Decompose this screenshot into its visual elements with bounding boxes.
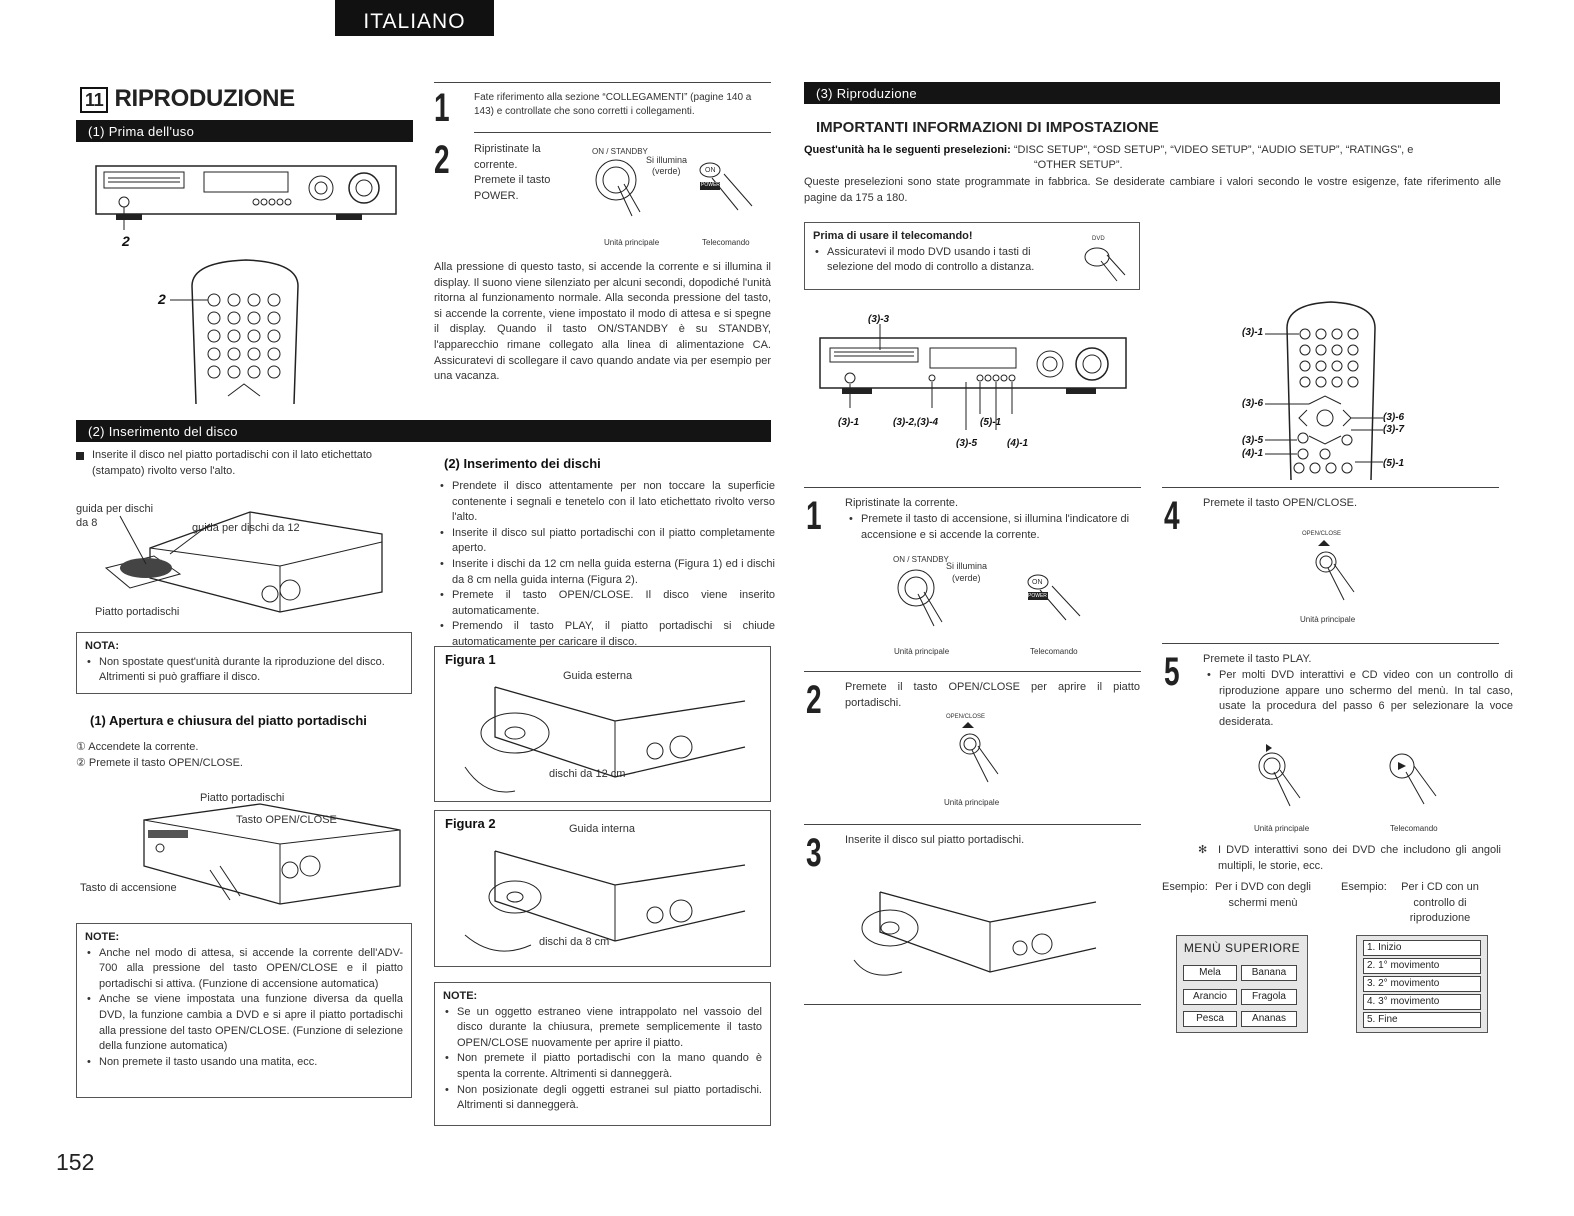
menu-item[interactable]: Ananas bbox=[1241, 1011, 1297, 1027]
step-num-r5: 5 bbox=[1164, 650, 1180, 694]
remote-ref-illustration bbox=[1285, 300, 1379, 482]
inserimento-intro: Inserite il disco nel piatto portadischi con il lato etichettato (stampato) rivolto verso l'alto. bbox=[92, 449, 373, 477]
ref-unit: (4)-1 bbox=[1007, 438, 1029, 449]
step-text-2-mid bbox=[474, 142, 574, 204]
list-item: • Premete il tasto di accensione, si illumina l'indicatore di accensione e si accende la corrente. bbox=[861, 512, 1155, 543]
apertura-item-1: ① Accendete la corrente. bbox=[76, 741, 199, 753]
note-title-left: NOTE: bbox=[85, 931, 120, 943]
s2-line-1: Ripristinate la bbox=[474, 143, 541, 155]
menu-item[interactable]: Banana bbox=[1241, 965, 1297, 981]
fig-tasto-acc-label: Tasto di accensione bbox=[80, 882, 177, 894]
nota-item: • Non spostate quest'unità durante la riproduzione del disco. Altrimenti si può graffiare il disco. bbox=[99, 655, 403, 686]
figura2-title: Figura 2 bbox=[445, 816, 496, 831]
si-illumina-label: Si illumina bbox=[646, 155, 688, 165]
menu-item[interactable]: Pesca bbox=[1183, 1011, 1237, 1027]
apertura-item-2: ② Premete il tasto OPEN/CLOSE. bbox=[76, 756, 243, 769]
tray-open-illustration bbox=[100, 508, 400, 618]
r1-si-illumina: Si illumina bbox=[946, 561, 988, 571]
ref-unit: (3)-1 bbox=[838, 417, 860, 428]
rule-r6 bbox=[1162, 643, 1499, 644]
label-2-unit: 2 bbox=[122, 233, 130, 249]
ref-unit: (5)-1 bbox=[980, 417, 1002, 428]
rule-r3 bbox=[804, 824, 1141, 825]
piatto-label: Piatto portadischi bbox=[95, 606, 180, 618]
rule-r5 bbox=[1162, 487, 1499, 488]
playback-control-menu bbox=[1356, 935, 1488, 1033]
r1-tele: Telecomando bbox=[1030, 647, 1078, 656]
note-item: • Anche nel modo di attesa, si accende la corrente dell'ADV-700 alla pressione del tasto OPEN/CLOSE e il piatto portadischi si attiva. (Funzione di accensione automatica) bbox=[99, 946, 403, 993]
step-num-1-mid: 1 bbox=[434, 86, 450, 130]
asterisk-icon: ✻ bbox=[1198, 844, 1208, 856]
r5-play-unit-illustration bbox=[1256, 742, 1326, 816]
inserimento-dischi-title: (2) Inserimento dei dischi bbox=[444, 456, 601, 471]
menu-item[interactable]: Arancio bbox=[1183, 989, 1237, 1005]
step2-paragraph: Alla pressione di questo tasto, si accende la corrente e si illumina il display. Il suono viene silenziato per alcuni secondi, dopodiché l'unità ritorna al funzionamento normale. Alla seconda pressione del tasto, si accende la corrente, viene impostato il modo di attesa e si spegne il display. Quando il tasto ON/STANDBY è su STANDBY, l'apparecchio rimane collegato alla linea di alimentazione CA. Assicuratevi di scollegare il cavo quando andate via per esempio per una vacanza. bbox=[434, 261, 771, 383]
fig-piatto-label: Piatto portadischi bbox=[200, 792, 285, 804]
ref-remote: (3)-1 bbox=[1242, 327, 1264, 338]
esempio1-line: Per i DVD con degli bbox=[1215, 881, 1311, 893]
rule-mid-1 bbox=[434, 82, 771, 83]
list-item: • Premete il tasto OPEN/CLOSE. Il disco viene inserito automaticamente. bbox=[452, 588, 775, 619]
bar-prima-uso: (1) Prima dell'uso bbox=[76, 120, 413, 142]
remote-illustration bbox=[190, 256, 302, 406]
r3-disc-illustration bbox=[850, 872, 1100, 982]
figura1-title: Figura 1 bbox=[445, 652, 496, 667]
esempio2-text bbox=[1380, 880, 1500, 927]
step-text-r2: Premete il tasto OPEN/CLOSE per aprire il piatto portadischi. bbox=[845, 681, 1140, 709]
list-item: • Inserite il disco sul piatto portadischi con il piatto completamente aperto. bbox=[452, 526, 775, 557]
ref-remote: (3)-6 bbox=[1242, 398, 1264, 409]
list-item: • Prendete il disco attentamente per non toccare la superficie contenente i segnali e tenetelo con il lato etichettato rivolto verso l'alto. bbox=[452, 479, 775, 526]
preselezioni-text: “DISC SETUP”, “OSD SETUP”, “VIDEO SETUP”, “AUDIO SETUP”, “RATINGS”, e bbox=[1013, 144, 1414, 156]
note-box-mid bbox=[434, 982, 771, 1126]
preselezioni bbox=[804, 143, 1501, 158]
r1-on-btn: ON bbox=[1032, 579, 1043, 586]
apertura-title: (1) Apertura e chiusura del piatto portadischi bbox=[90, 713, 367, 728]
figura1-label-dischi: dischi da 12 cm bbox=[549, 768, 626, 780]
step-text-1-mid: Fate riferimento alla sezione “COLLEGAMENTI” (pagine 140 a 143) e controllate che sono corretti i collegamenti. bbox=[474, 92, 752, 118]
figura2-illustration bbox=[455, 841, 755, 961]
note-item: • Se un oggetto estraneo viene intrappolato nel vassoio del disco durante la chiusura, premete semplicemente il tasto OPEN/CLOSE nuovamente per aprire il piatto. bbox=[457, 1005, 762, 1052]
list-item: • Premendo il tasto PLAY, il piatto portadischi si chiude automaticamente per caricare il disco. bbox=[452, 619, 775, 650]
section-title bbox=[80, 82, 295, 116]
square-bullet bbox=[76, 452, 84, 460]
guida12-label: guida per dischi da 12 bbox=[192, 522, 300, 534]
menu-title: MENÙ SUPERIORE bbox=[1183, 941, 1301, 955]
inserimento-dischi-list bbox=[434, 479, 775, 651]
esempio1-text bbox=[1203, 880, 1323, 911]
section-number: 11 bbox=[80, 87, 108, 113]
r1-power-btn: POWER bbox=[1028, 593, 1047, 599]
preselezioni-bold: Quest'unità ha le seguenti preselezioni: bbox=[804, 144, 1011, 156]
unit-front-ref-illustration bbox=[820, 334, 1130, 416]
figura2-box bbox=[434, 810, 771, 967]
fig-tasto-oc-label: Tasto OPEN/CLOSE bbox=[236, 814, 337, 826]
esempio2-label: Esempio: bbox=[1341, 881, 1387, 893]
preselezioni-para: Queste preselezioni sono state programmate in fabbrica. Se desiderate cambiare i valori secondo le vostre esigenze, fate riferimento alle pagine da 175 a 180. bbox=[804, 176, 1501, 204]
guida8-line-2: da 8 bbox=[76, 517, 98, 530]
note-item: • Non premete il piatto portadischi con la mano quando è spenta la corrente. Altrimenti si danneggerà. bbox=[457, 1051, 762, 1082]
language-tab: ITALIANO bbox=[335, 0, 494, 36]
step-text-r5: Premete il tasto PLAY. bbox=[1203, 653, 1312, 665]
on-standby-label: ON / STANDBY bbox=[592, 147, 648, 156]
ref-remote: (3)-6 bbox=[1383, 412, 1405, 423]
nota-title: NOTA: bbox=[85, 640, 120, 652]
esempio1-line: schermi menù bbox=[1228, 896, 1298, 909]
step-num-r4: 4 bbox=[1164, 494, 1180, 538]
note-box-left bbox=[76, 923, 412, 1098]
bar-inserimento: (2) Inserimento del disco bbox=[76, 420, 771, 442]
note-item: • Non posizionate degli oggetti estranei sul piatto portadischi. Altrimenti si danneggerà. bbox=[457, 1083, 762, 1114]
apertura-list bbox=[76, 740, 243, 771]
unit-oc-illustration bbox=[140, 800, 420, 910]
ref-remote: (4)-1 bbox=[1242, 448, 1264, 459]
riproduzione-heading: IMPORTANTI INFORMAZIONI DI IMPOSTAZIONE bbox=[816, 119, 1159, 136]
telecomando-label-mid: Telecomando bbox=[702, 238, 750, 247]
chapter-item[interactable]: 1. Inizio bbox=[1363, 940, 1481, 956]
figura1-label-guida: Guida esterna bbox=[563, 670, 633, 682]
s2-line-2: corrente. bbox=[474, 158, 518, 171]
step-list-r1 bbox=[847, 512, 1155, 543]
unita-label-mid: Unità principale bbox=[604, 238, 660, 247]
figura2-label-dischi: dischi da 8 cm bbox=[539, 936, 610, 948]
preselezioni-text2: “OTHER SETUP”. bbox=[1034, 159, 1123, 171]
ref-unit: (3)-3 bbox=[868, 314, 890, 325]
dvd-button-label: DVD bbox=[1092, 236, 1105, 242]
rule-r1 bbox=[804, 487, 1141, 488]
r5-play-remote-illustration bbox=[1388, 750, 1458, 814]
ref-remote: (5)-1 bbox=[1383, 458, 1405, 469]
r4-open-close: OPEN/CLOSE bbox=[1302, 531, 1342, 537]
rule-r4 bbox=[804, 1004, 1141, 1005]
r1-verde: (verde) bbox=[952, 573, 981, 583]
ref-remote: (3)-7 bbox=[1383, 424, 1405, 435]
ref-unit: (3)-5 bbox=[956, 438, 978, 449]
r2-unita: Unità principale bbox=[944, 798, 1000, 807]
step-num-r1: 1 bbox=[806, 494, 822, 538]
star-note-text: I DVD interattivi sono dei DVD che includono gli angoli multipli, le storie, ecc. bbox=[1218, 844, 1501, 872]
esempio1-label: Esempio: bbox=[1162, 881, 1208, 893]
step-num-r2: 2 bbox=[806, 678, 822, 722]
r5-unita: Unità principale bbox=[1254, 824, 1310, 833]
on-btn-label: ON bbox=[705, 167, 716, 174]
unit-front-illustration bbox=[96, 158, 406, 228]
r2-open-close: OPEN/CLOSE bbox=[946, 714, 986, 720]
list-item: • Inserite i dischi da 12 cm nella guida esterna (Figura 1) ed i dischi da 8 cm nella guida interna (Figura 2). bbox=[452, 557, 775, 588]
esempio2-line: controllo di bbox=[1413, 896, 1467, 909]
esempio2-line: Per i CD con un bbox=[1401, 881, 1479, 893]
note-item: • Non premete il tasto usando una matita, ecc. bbox=[99, 1055, 403, 1071]
step-text-r3: Inserite il disco sul piatto portadischi. bbox=[845, 834, 1025, 846]
page-number: 152 bbox=[56, 1149, 95, 1175]
r1-unita: Unità principale bbox=[894, 647, 950, 656]
step-text-r4: Premete il tasto OPEN/CLOSE. bbox=[1203, 497, 1358, 509]
remote-notice-item: • Assicuratevi il modo DVD usando i tasti di selezione del modo di controllo a distanza. bbox=[827, 245, 1071, 276]
power-btn-label: POWER bbox=[701, 182, 720, 188]
guida8-line-1: guida per dischi bbox=[76, 503, 154, 515]
star-note bbox=[1198, 843, 1501, 874]
menu-superiore bbox=[1176, 935, 1308, 1033]
remote-notice-title: Prima di usare il telecomando! bbox=[813, 230, 973, 242]
rule-mid-2 bbox=[474, 132, 771, 133]
r5-tele: Telecomando bbox=[1390, 824, 1438, 833]
s2-line-4: POWER. bbox=[474, 189, 519, 202]
figura1-box bbox=[434, 646, 771, 802]
chapter-item[interactable]: 4. 3° movimento bbox=[1363, 994, 1481, 1010]
nota-box bbox=[76, 632, 412, 694]
verde-label: (verde) bbox=[652, 166, 681, 176]
menu-item[interactable]: Fragola bbox=[1241, 989, 1297, 1005]
chapter-item[interactable]: 2. 1° movimento bbox=[1363, 958, 1481, 974]
list-item: • Per molti DVD interattivi e CD video con un controllo di riproduzione appare uno schermo del menù. In tal caso, usate la procedura del passo 6 per selezionare la voce desiderata. bbox=[1219, 668, 1513, 730]
dvd-button-illustration bbox=[1083, 235, 1133, 287]
s2-line-3: Premete il tasto bbox=[474, 174, 551, 187]
r1-on-standby: ON / STANDBY bbox=[893, 555, 949, 564]
r2-open-illustration bbox=[958, 726, 1018, 796]
note-item: • Anche se viene impostata una funzione diversa da quella DVD, la funzione cambia a DVD e si apre il piatto portadischi alla pressione del tasto OPEN/CLOSE. (Funzione di selezione della funzione automatica) bbox=[99, 992, 403, 1054]
ref-remote: (3)-5 bbox=[1242, 435, 1264, 446]
remote-notice-box bbox=[804, 222, 1140, 290]
note-title-mid: NOTE: bbox=[443, 990, 478, 1002]
step-num-r3: 3 bbox=[806, 831, 822, 875]
label-2-remote: 2 bbox=[158, 291, 166, 307]
step-list-r5 bbox=[1205, 668, 1513, 730]
figura2-label-guida: Guida interna bbox=[569, 823, 636, 835]
esempio2-line: riproduzione bbox=[1409, 912, 1471, 925]
ref-unit: (3)-2,(3)-4 bbox=[893, 417, 939, 428]
section-title-text: RIPRODUZIONE bbox=[114, 85, 295, 112]
bar-riproduzione: (3) Riproduzione bbox=[804, 82, 1500, 104]
step-text-r1: Ripristinate la corrente. bbox=[845, 497, 959, 509]
chapter-item[interactable]: 5. Fine bbox=[1363, 1012, 1481, 1028]
r4-open-illustration bbox=[1314, 544, 1374, 614]
menu-item[interactable]: Mela bbox=[1183, 965, 1237, 981]
rule-r2 bbox=[804, 671, 1141, 672]
figura1-illustration bbox=[455, 677, 755, 797]
r4-unita: Unità principale bbox=[1300, 615, 1356, 624]
chapter-item[interactable]: 3. 2° movimento bbox=[1363, 976, 1481, 992]
step-num-2-mid: 2 bbox=[434, 138, 450, 182]
